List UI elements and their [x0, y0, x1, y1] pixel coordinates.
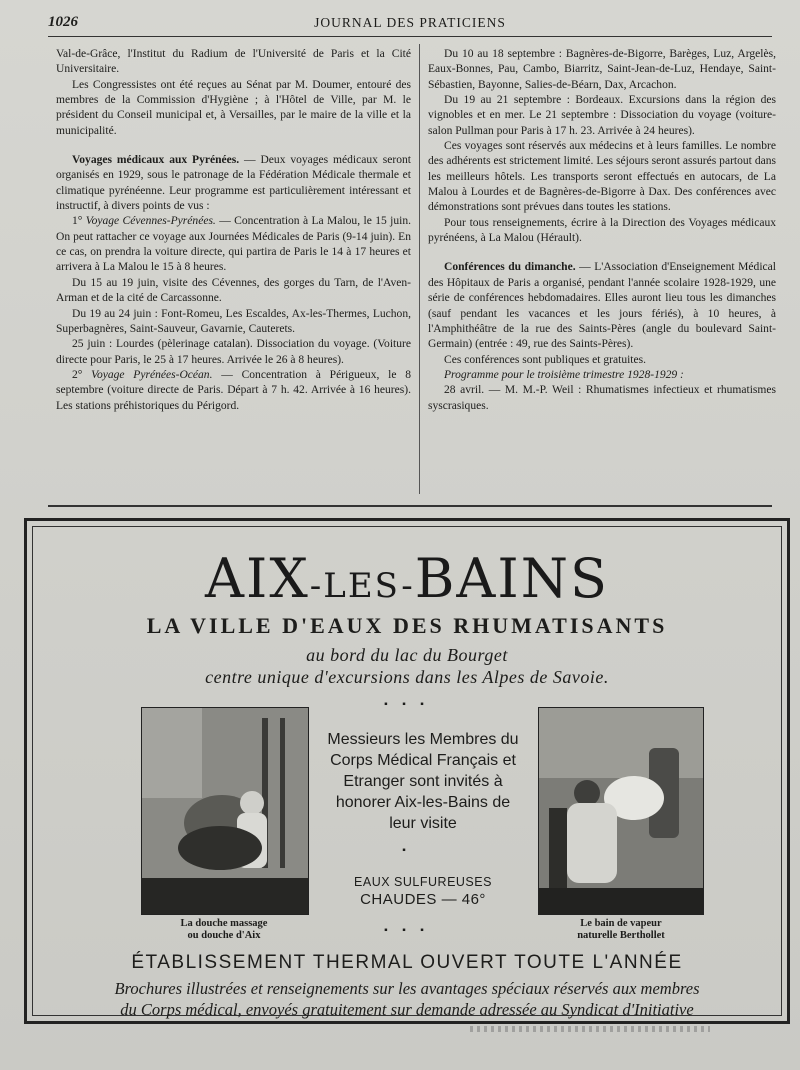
voyages-text: — Deux voyages médicaux seront organisés en 1929, sous le patronage de la Fédération Médicale thermale et climatique pyrénéenne. Leur programme est particulièrement intéressant et instructif, à divers points de vus :: [56, 154, 412, 213]
programme-line: [428, 368, 776, 383]
voyage-2-number: 2°: [72, 368, 92, 381]
voyage-1-text: — Concentration à La Malou, le 15 juin. On peut rattacher ce voyage aux Journées Médicales de Paris (9-14 juin). En ce cas, on prendra la voiture directe, qui partira de Paris le 14 à 17 heures et arrivera à La Malou le 15 à 8 heures.: [56, 215, 411, 274]
ad-tagline-1: au bord du lac du Bourget: [306, 645, 508, 665]
ornament-dots: ▪ ▪ ▪: [384, 699, 430, 710]
paragraph: Du 19 au 24 juin : Font-Romeu, Les Escaldes, Ax-les-Thermes, Luchon, Superbagnères, Saint-Sauveur, Gavarnie, Cauterets.: [56, 307, 411, 335]
page-foot-mark: [470, 1026, 710, 1032]
voyage-1-paragraph: [56, 214, 411, 275]
paragraph: Val-de-Grâce, l'Institut du Radium de l'Université de Paris et la Cité Universitaire.: [56, 48, 411, 76]
brochures-line-2: du Corps médical, envoyés gratuitement sur demande adressée au Syndicat d'Initiative: [120, 1000, 694, 1019]
page-header: [48, 14, 772, 34]
eaux-temperature: CHAUDES — 46°: [360, 891, 486, 908]
page-number: 1026: [48, 14, 78, 30]
ad-title-part: BAINS: [414, 547, 609, 610]
photo-bain-vapeur: [538, 707, 704, 915]
eaux-sulfureuses: [323, 873, 523, 909]
brochures-line-1: Brochures illustrées et renseignements sur les avantages spéciaux réservés aux membres: [114, 979, 700, 998]
ad-title-part: AIX: [205, 547, 310, 610]
journal-title: JOURNAL DES PRATICIENS: [314, 15, 506, 30]
header-rule: [48, 36, 772, 37]
voyage-2-title: Voyage Pyrénées-Océan.: [91, 368, 213, 381]
caption-line: La douche massage: [180, 918, 268, 929]
voyages-paragraph: [56, 153, 411, 214]
caption-bain: [526, 918, 716, 942]
advertisement-aix-les-bains: [24, 518, 790, 1024]
paragraph: Ces conférences sont publiques et gratuites.: [444, 353, 647, 366]
ad-title: [33, 547, 781, 610]
paragraph: Ces voyages sont réservés aux médecins et à leurs familles. Le nombre des adhérents est strictement limité. Les séjours seront assurés partout dans les meilleurs hôtels. Les transports seront effectués en autocars, de La Malou à Lourdes et de Bagnères-de-Bigorre à Dax. Des conférences avec démonstrations sont prévues dans toutes les stations.: [428, 140, 776, 214]
ad-title-part: -LES-: [309, 566, 415, 606]
ad-inner-frame: [32, 526, 782, 1019]
paragraph: Du 19 au 21 septembre : Bordeaux. Excursions dans la région des vignobles et en mer. Le 21 septembre : Dissociation du voyage (voiture-salon Pullman pour Paris à 17 h. 23. Arrivée à 24 heures).: [428, 94, 776, 137]
left-column: [56, 47, 411, 414]
ornament-dot: ▪: [402, 845, 412, 856]
paragraph: Les Congressistes ont été reçues au Sénat par M. Doumer, entouré des membres de la Commission d'Hygiène ; à l'Hôtel de Ville, par M. le président du Conseil municipal et, à Versailles, par le maire de la ville et la municipalité.: [56, 78, 411, 137]
eaux-line: EAUX SULFUREUSES: [354, 875, 492, 889]
conferences-paragraph: [428, 260, 776, 352]
ad-invitation: Messieurs les Membres du Corps Médical Français et Etranger sont invités à honorer Aix-les-Bains de leur visite: [327, 731, 519, 832]
caption-line: Le bain de vapeur: [580, 918, 662, 929]
voyages-heading: Voyages médicaux aux Pyrénées.: [72, 154, 240, 167]
paragraph: 28 avril. — M. M.-P. Weil : Rhumatismes infectieux et rhumatismes syscrasiques.: [428, 384, 776, 412]
voyage-1-number: 1°: [72, 215, 86, 228]
photo-douche-massage: [141, 707, 309, 915]
photo-bain-drawing: [539, 708, 703, 914]
etablissement-thermal: ÉTABLISSEMENT THERMAL OUVERT TOUTE L'ANNÉE: [131, 952, 683, 973]
paragraph: 25 juin : Lourdes (pèlerinage catalan). Dissociation du voyage. (Voiture directe pour Paris, le 25 à 17 heures. Arrivée le 26 à 8 heures).: [56, 338, 411, 366]
conferences-heading: Conférences du dimanche.: [444, 261, 576, 274]
paragraph: Pour tous renseignements, écrire à la Direction des Voyages médicaux pyrénéens, à La Malou (Hérault).: [428, 216, 776, 245]
programme-text: Programme pour le troisième trimestre 1928-1929 :: [444, 368, 684, 381]
photo-douche-drawing: [142, 708, 308, 914]
voyage-1-title: Voyage Cévennes-Pyrénées.: [85, 215, 216, 228]
conferences-text: — L'Association d'Enseignement Médical des Hôpitaux de Paris a organisé, pendant l'année scolaire 1928-1929, une série de conférences hebdomadaires. Elles auront lieu tous les dimanches (sauf pendant les vacances et les jours fériés), à 10 heures, à l'Amphithéâtre de la rue des Saints-Pères (angle du boulevard Saint-Germain) (entrée : 49, rue des Saints-Pères).: [428, 261, 776, 351]
ornament-dots: ▪ ▪ ▪: [384, 925, 430, 936]
section-rule: [48, 505, 772, 507]
right-column: [428, 47, 776, 414]
ad-tagline-2: centre unique d'excursions dans les Alpes de Savoie.: [205, 667, 609, 687]
ad-subtitle: LA VILLE D'EAUX DES RHUMATISANTS: [146, 613, 668, 638]
voyage-2-paragraph: [56, 368, 411, 414]
paragraph: Du 15 au 19 juin, visite des Cévennes, des gorges du Tarn, de l'Aven-Arman et de la cité de Carcassonne.: [56, 276, 411, 305]
paragraph: Du 10 au 18 septembre : Bagnères-de-Bigorre, Barèges, Luz, Argelès, Eaux-Bonnes, Pau, Cambo, Biarritz, Saint-Jean-de-Luz, Hendaye, Saint-Sébastien, Bayonne, Salies-de-Béarn, Dax, Arcachon.: [428, 48, 776, 91]
caption-line: ou douche d'Aix: [187, 930, 261, 941]
voyage-2-text: — Concentration à Périgueux, le 8 septembre (voiture directe de Paris. Départ à 7 h. 42. Arrivée à 16 heures). Les stations préhistoriques du Périgord.: [56, 368, 412, 412]
caption-line: naturelle Berthollet: [577, 930, 665, 941]
column-divider: [419, 44, 420, 494]
